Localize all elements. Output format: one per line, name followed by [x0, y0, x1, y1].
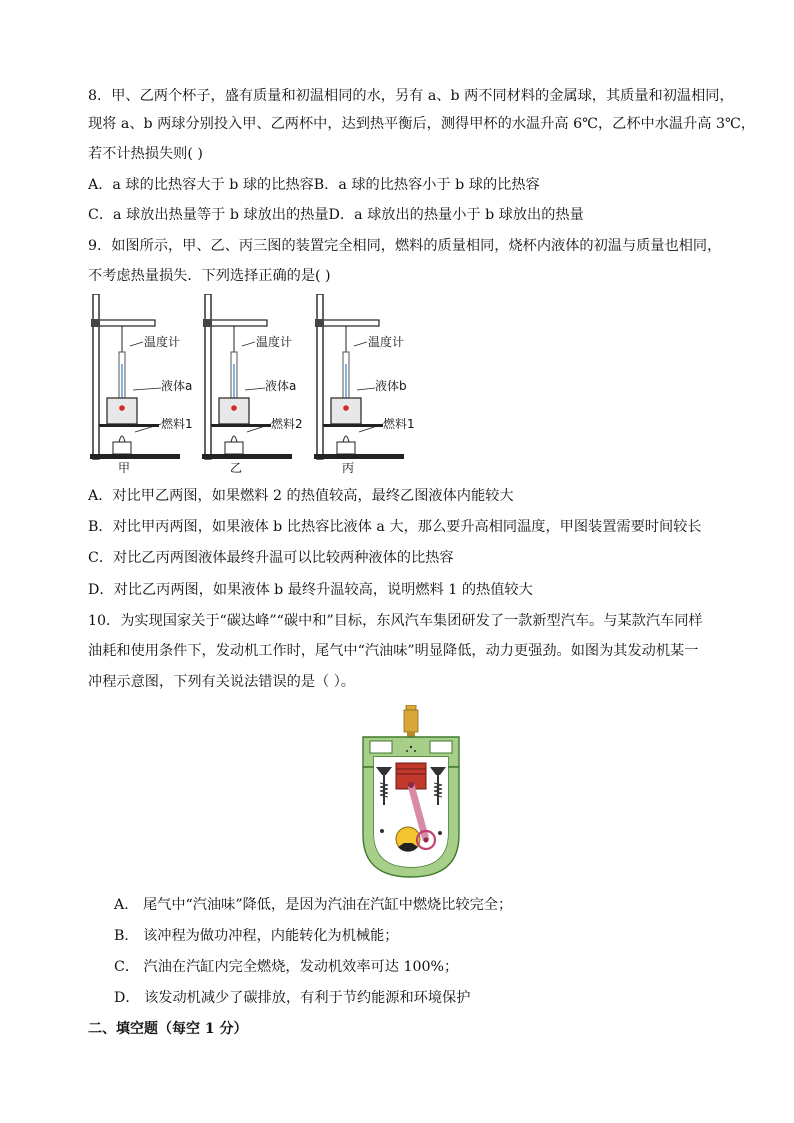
q9-option-a: A．对比甲乙两图，如果燃料 2 的热值较高，最终乙图液体内能较大: [88, 488, 514, 504]
q8-line-2: 现将 a、b 两球分别投入甲、乙两杯中，达到热平衡后，测得甲杯的水温升高 6℃，乙杯中水温升高 3℃，: [88, 116, 756, 132]
fuel-label-3: 燃料1: [383, 417, 415, 431]
q8-options-cd: C．a 球放出热量等于 b 球放出的热量D．a 球放出的热量小于 b 球放出的热量: [88, 207, 584, 223]
q10-option-b: B． 该冲程为做功冲程，内能转化为机械能；: [114, 928, 399, 944]
q9-option-b: B．对比甲丙两图，如果液体 b 比热容比液体 a 大，那么要升高相同温度，甲图装置需要时间较长: [88, 519, 702, 535]
q10-option-d: D． 该发动机减少了碳排放，有利于节约能源和环境保护: [114, 990, 471, 1006]
section-heading-fill-in: 二、填空题（每空 1 分）: [88, 1021, 248, 1037]
q8-options-ab: A．a 球的比热容大于 b 球的比热容B．a 球的比热容小于 b 球的比热容: [88, 177, 540, 193]
thermometer-label-2: 温度计: [256, 335, 293, 349]
q9-option-c: C．对比乙丙两图液体最终升温可以比较两种液体的比热容: [88, 550, 454, 566]
q9-apparatus-figure: [85, 294, 430, 479]
engine-stroke-figure: [360, 705, 465, 880]
q10-line-2: 油耗和使用条件下，发动机工作时，尾气中“汽油味”明显降低，动力更强劲。如图为其发动机某一: [88, 643, 699, 659]
liquid-label-1: 液体a: [161, 379, 193, 393]
apparatus-bing: [314, 294, 415, 475]
thermometer-label-3: 温度计: [368, 335, 405, 349]
q10-option-c: C． 汽油在汽缸内完全燃烧，发动机效率可达 100%；: [114, 959, 459, 975]
caption-1: 甲: [118, 461, 131, 475]
q10-line-3: 冲程示意图，下列有关说法错误的是（ ）。: [88, 674, 355, 690]
liquid-label-2: 液体a: [265, 379, 297, 393]
apparatus-jia: [90, 294, 193, 475]
caption-3: 丙: [342, 461, 355, 475]
fuel-label-1: 燃料1: [161, 417, 193, 431]
q8-line-1: 8．甲、乙两个杯子，盛有质量和初温相同的水，另有 a、b 两不同材料的金属球，其质量和初温相同，: [88, 88, 734, 104]
q9-option-d: D．对比乙丙两图，如果液体 b 最终升温较高，说明燃料 1 的热值较大: [88, 582, 533, 598]
q8-line-3: 若不计热损失则( ): [88, 146, 203, 162]
caption-2: 乙: [230, 461, 243, 475]
apparatus-yi: [202, 294, 303, 475]
q10-line-1: 10．为实现国家关于“碳达峰”“碳中和”目标，东风汽车集团研发了一款新型汽车。与某款汽车同样: [88, 613, 703, 629]
fuel-label-2: 燃料2: [271, 417, 303, 431]
q9-line-2: 不考虑热量损失．下列选择正确的是( ): [88, 268, 331, 284]
thermometer-label-1: 温度计: [144, 335, 181, 349]
q9-line-1: 9．如图所示，甲、乙、丙三图的装置完全相同，燃料的质量相同，烧杯内液体的初温与质量也相同，: [88, 238, 722, 254]
liquid-label-3: 液体b: [375, 379, 407, 393]
q10-option-a: A． 尾气中“汽油味”降低，是因为汽油在汽缸中燃烧比较完全；: [114, 897, 513, 913]
